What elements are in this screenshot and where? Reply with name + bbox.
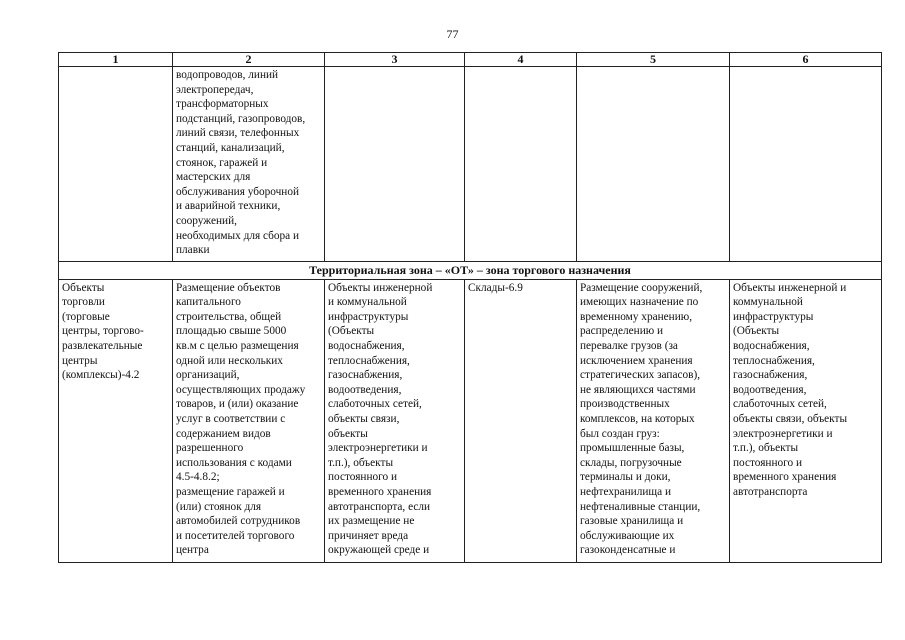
column-header-4: 4 xyxy=(465,53,577,67)
column-number-row xyxy=(59,53,882,67)
table-cell xyxy=(465,67,577,262)
table-row xyxy=(59,67,882,262)
table-cell: Объекты инженерной и коммунальной инфраструктуры (Объекты водоснабжения, теплоснабжения, газоснабжения, водоотведения, слаботочных сетей, объекты связи, объекты электроэнергетики и т.п.), объекты постоянного и временного хранения автотранспорта, если их размещение не причиняет вреда окружающей среде и xyxy=(325,279,465,562)
column-header-2: 2 xyxy=(173,53,325,67)
table-cell: Склады-6.9 xyxy=(465,279,577,562)
column-header-5: 5 xyxy=(577,53,730,67)
table-cell: Размещение объектов капитального строительства, общей площадью свыше 5000 кв.м с целью размещения одной или нескольких организаций, осуществляющих продажу товаров, и (или) оказание услуг в соответствии с содержанием видов разрешенного использования с кодами 4.5-4.8.2; размещение гаражей и (или) стоянок для автомобилей сотрудников и посетителей торгового центра xyxy=(173,279,325,562)
table-cell xyxy=(59,67,173,262)
column-header-6: 6 xyxy=(730,53,882,67)
page-number: 77 xyxy=(446,27,459,41)
column-header-1: 1 xyxy=(59,53,173,67)
table-cell: Размещение сооружений, имеющих назначение по временному хранению, распределению и перевалке грузов (за исключением хранения стратегических запасов), не являющихся частями производственных комплексов, на которых был создан груз: промышленные базы, склады, погрузочные терминалы и доки, нефтехранилища и нефтеналивные станции, газовые хранилища и обслуживающие их газоконденсатные и xyxy=(577,279,730,562)
table-cell xyxy=(730,67,882,262)
zone-title-row xyxy=(59,262,882,280)
table-cell xyxy=(325,67,465,262)
zoning-table xyxy=(58,52,882,563)
table-row xyxy=(59,279,882,562)
table-cell xyxy=(577,67,730,262)
column-header-3: 3 xyxy=(325,53,465,67)
table-cell: водопроводов, линий электропередач, трансформаторных подстанций, газопроводов, линий связи, телефонных станций, канализаций, стоянок, гаражей и мастерских для обслуживания уборочной и аварийной техники, сооружений, необходимых для сбора и плавки xyxy=(173,67,325,262)
zone-title: Территориальная зона – «ОТ» – зона торгового назначения xyxy=(59,262,882,280)
table-cell: Объекты инженерной и коммунальной инфраструктуры (Объекты водоснабжения, теплоснабжения, газоснабжения, водоотведения, слаботочных сетей, объекты связи, объекты электроэнергетики и т.п.), объекты постоянного и временного хранения автотранспорта xyxy=(730,279,882,562)
table-cell: Объекты торговли (торговые центры, торгово- развлекательные центры (комплексы)-4.2 xyxy=(59,279,173,562)
